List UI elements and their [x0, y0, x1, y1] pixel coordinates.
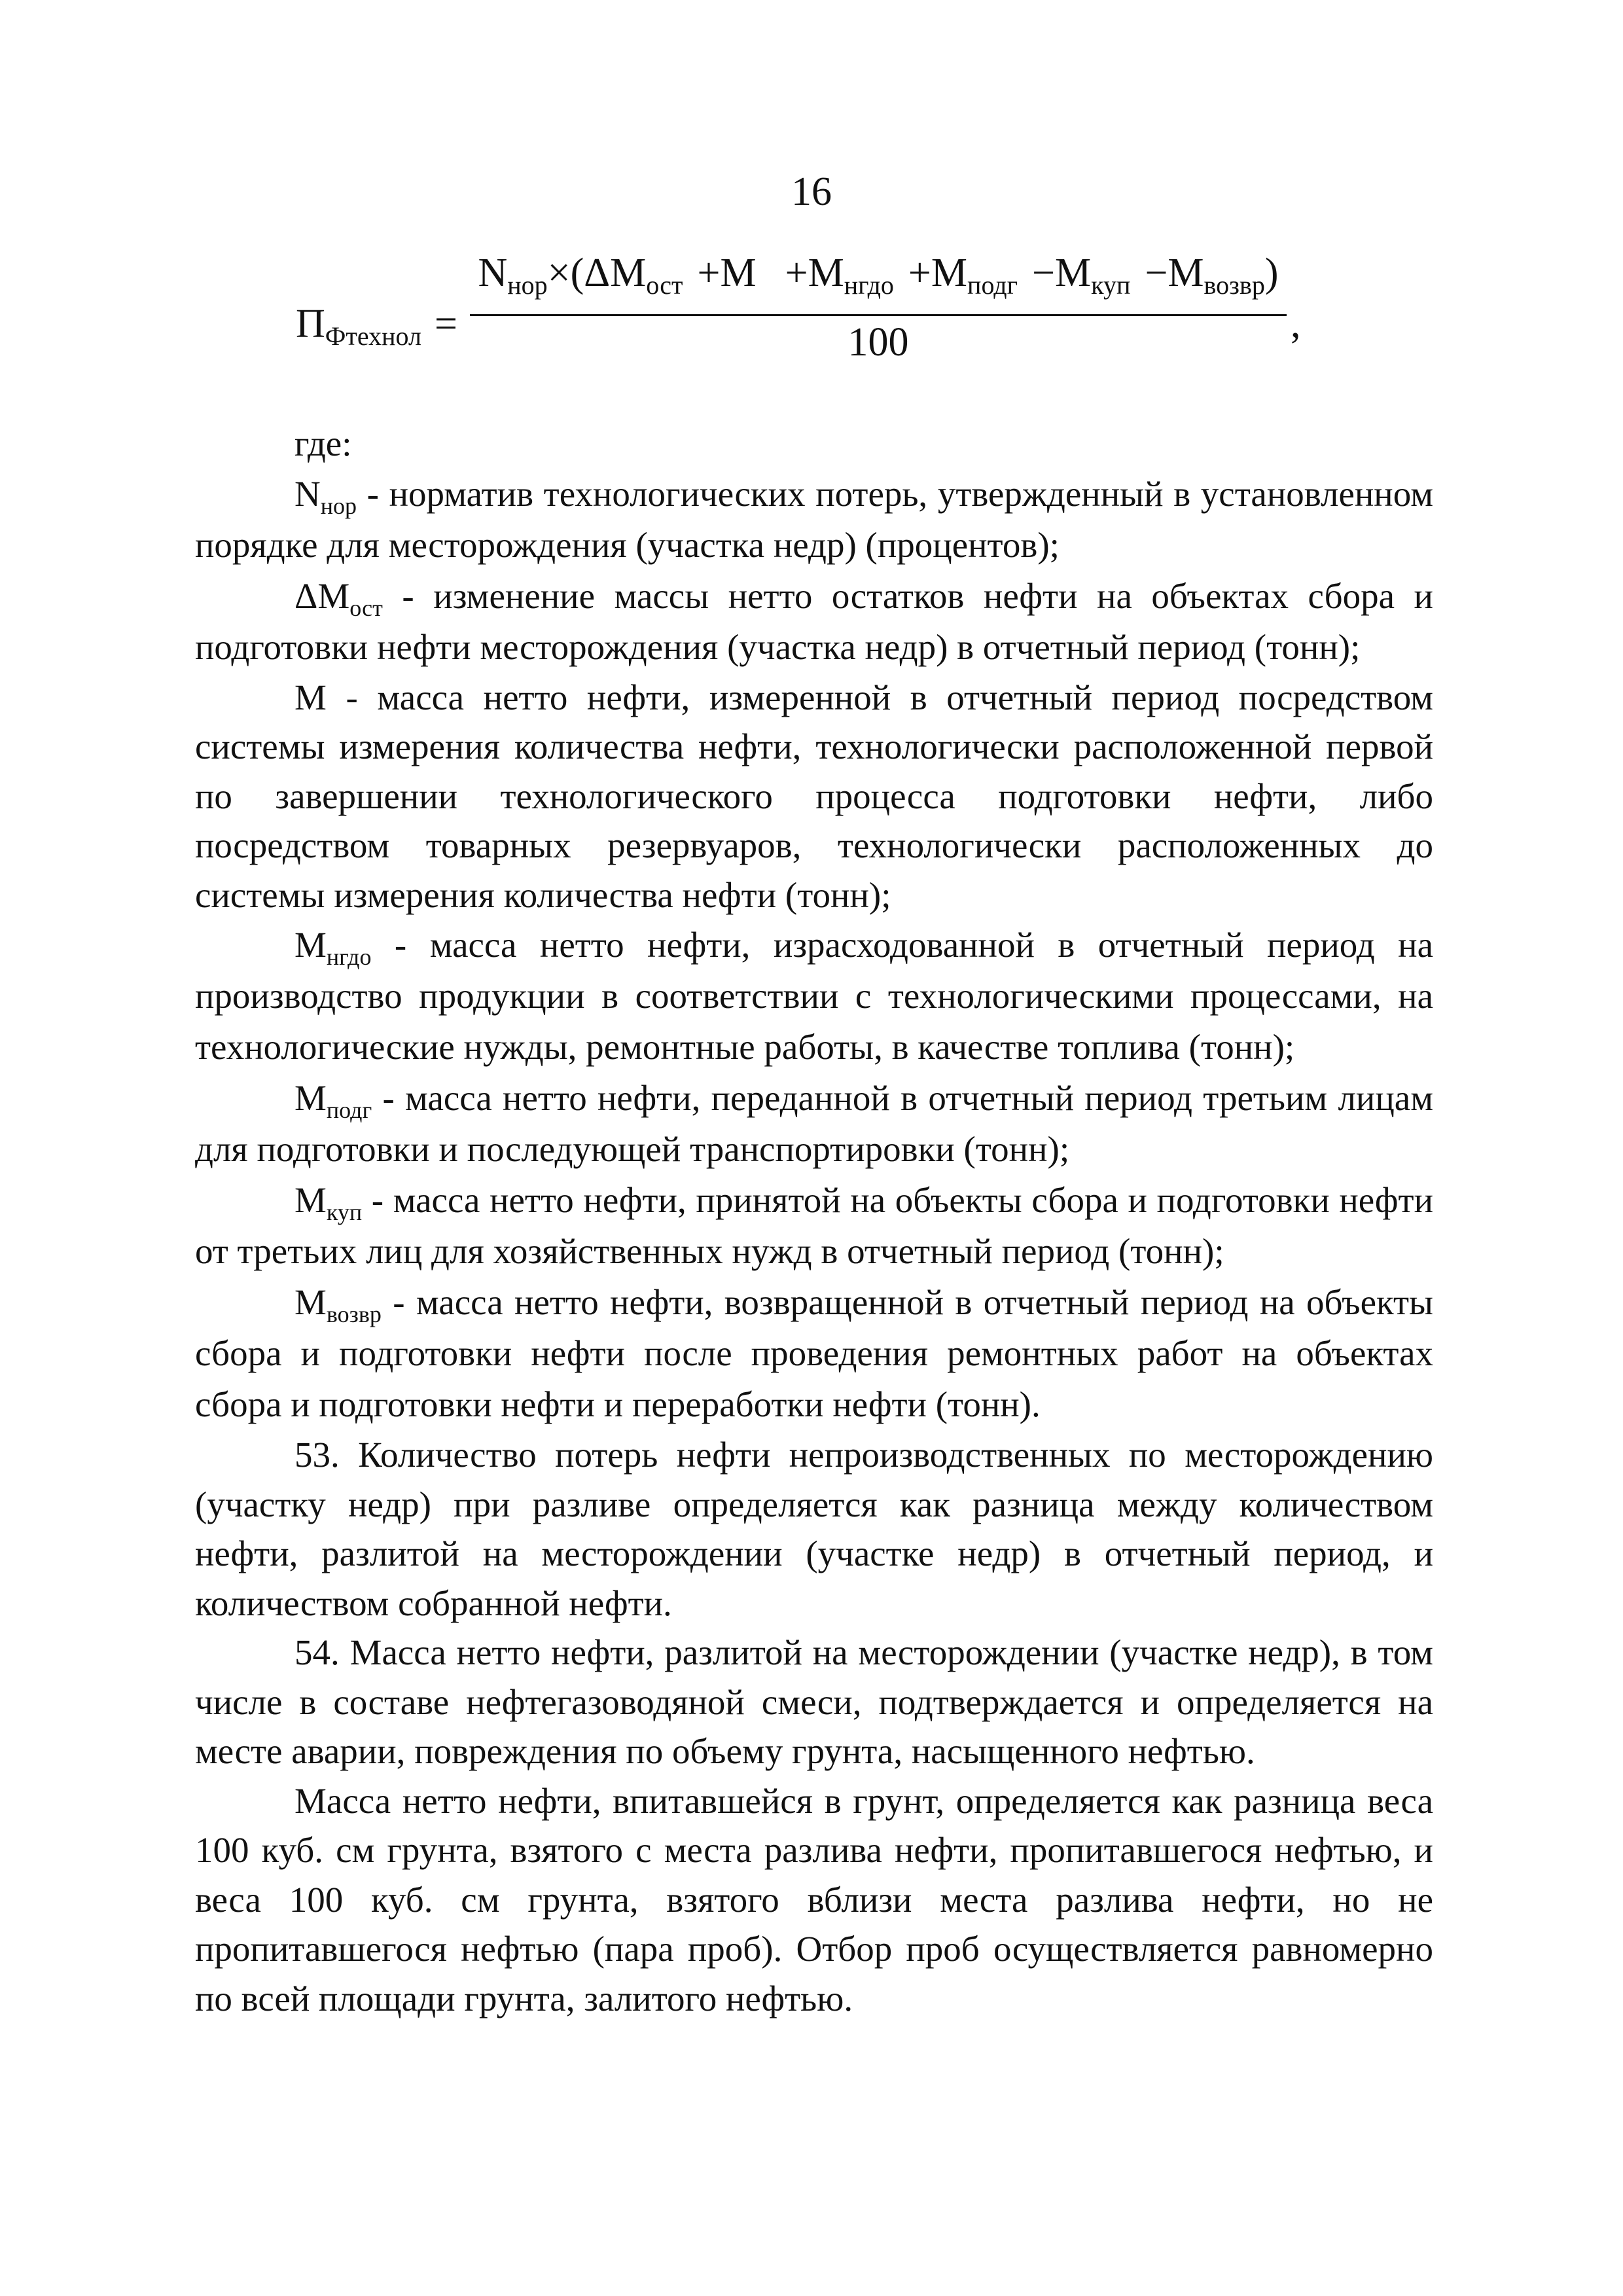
formula-plus: +	[697, 251, 721, 295]
formula-times: ×	[547, 251, 571, 295]
formula-lhs-subscript: Фтехнол	[325, 321, 421, 351]
symbol: M	[294, 1078, 327, 1118]
formula-equals: =	[435, 302, 457, 346]
formula-m-kup: M	[1055, 251, 1092, 295]
symbol-subscript: возвр	[326, 1301, 382, 1327]
formula-numerator	[470, 250, 1287, 300]
formula-m-podg: M	[931, 251, 968, 295]
symbol-subscript: подг	[326, 1097, 372, 1123]
definition-m-ngdo	[195, 920, 1433, 1073]
definition-text: - масса нетто нефти, возвращенной в отчетный период на объекты сбора и подготовки нефти после проведения ремонтных работ на объектах сбора и подготовки нефти и переработки нефти (тонн).	[195, 1282, 1433, 1424]
symbol: N	[294, 473, 321, 514]
formula-minus: −	[1145, 251, 1168, 295]
document-body	[195, 419, 1433, 2023]
symbol-subscript: нгдо	[326, 944, 372, 970]
formula	[274, 250, 1347, 374]
formula-m-ngdo: M	[808, 251, 844, 295]
formula-open-paren: (	[570, 251, 584, 295]
formula-m-vozvr: M	[1168, 251, 1204, 295]
formula-delta-m-sub: ост	[646, 270, 683, 300]
formula-n: N	[478, 251, 508, 295]
formula-m-podg-sub: подг	[967, 270, 1018, 300]
formula-m: M	[720, 251, 757, 295]
definition-m: M - масса нетто нефти, измеренной в отчетный период посредством системы измерения количества нефти, технологически расположенной первой по завершении технологического процесса подготовки нефти, либо посредством товарных резервуаров, технологически расположенных до системы измерения количества нефти (тонн);	[195, 677, 1433, 915]
symbol: M	[294, 925, 327, 965]
formula-delta-m: ΔM	[584, 251, 647, 295]
formula-n-sub: нор	[507, 270, 548, 300]
formula-lhs	[296, 301, 421, 351]
definition-n-nor	[195, 469, 1433, 571]
paragraph-53: 53. Количество потерь нефти непроизводственных по месторождению (участку недр) при разливе определяется как разница между количеством нефти, разлитой на месторождении (участке недр) в отчетный период, и количеством собранной нефти.	[195, 1435, 1433, 1623]
paragraph-54: 54. Масса нетто нефти, разлитой на месторождении (участке недр), в том числе в составе нефтегазоводяной смеси, подтверждается и определяется на месте аварии, повреждения по объему грунта, насыщенного нефтью.	[195, 1632, 1433, 1771]
definition-text: - масса нетто нефти, принятой на объекты сбора и подготовки нефти от третьих лиц для хозяйственных нужд в отчетный период (тонн);	[195, 1180, 1433, 1271]
symbol-subscript: ост	[349, 594, 383, 621]
formula-plus: +	[908, 251, 931, 295]
paragraph-mass: Масса нетто нефти, впитавшейся в грунт, определяется как разница веса 100 куб. см грунта, взятого с места разлива нефти, пропитавшегося нефтью, и веса 100 куб. см грунта, взятого вблизи места разлива нефти, но не пропитавшегося нефтью (пара проб). Отбор проб осуществляется равномерно по всей площади грунта, залитого нефтью.	[195, 1780, 1433, 2018]
symbol-subscript: нор	[320, 492, 357, 519]
where-label: где:	[294, 423, 352, 463]
formula-m-kup-sub: куп	[1091, 270, 1131, 300]
definition-m-podg	[195, 1073, 1433, 1175]
definition-text: - изменение массы нетто остатков нефти на объектах сбора и подготовки нефти месторождения (участка недр) в отчетный период (тонн);	[195, 575, 1433, 667]
symbol: M	[294, 1282, 327, 1322]
definition-text: - масса нетто нефти, израсходованной в отчетный период на производство продукции в соответствии с технологическими процессами, на технологические нужды, ремонтные работы, в качестве топлива (тонн);	[195, 925, 1433, 1067]
formula-minus: −	[1032, 251, 1056, 295]
symbol-subscript: куп	[326, 1199, 363, 1225]
formula-plus: +	[785, 251, 808, 295]
formula-lhs-symbol: П	[296, 302, 325, 346]
fraction-bar	[470, 314, 1287, 316]
definition-m-vozvr	[195, 1277, 1433, 1430]
page-number: 16	[791, 170, 832, 214]
formula-denominator: 100	[847, 320, 909, 365]
formula-m-vozvr-sub: возвр	[1204, 270, 1265, 300]
formula-close-paren: )	[1264, 251, 1279, 295]
symbol: ΔM	[294, 575, 350, 616]
definition-text: - норматив технологических потерь, утвержденный в установленном порядке для месторождения (участка недр) (процентов);	[195, 473, 1433, 565]
formula-comma: ,	[1291, 302, 1301, 346]
definition-dm-ost	[195, 571, 1433, 673]
symbol: M	[294, 1180, 327, 1220]
definition-text: - масса нетто нефти, переданной в отчетный период третьим лицам для подготовки и последующей транспортировки (тонн);	[195, 1078, 1433, 1169]
definition-m-kup	[195, 1175, 1433, 1277]
formula-m-ngdo-sub: нгдо	[844, 270, 894, 300]
